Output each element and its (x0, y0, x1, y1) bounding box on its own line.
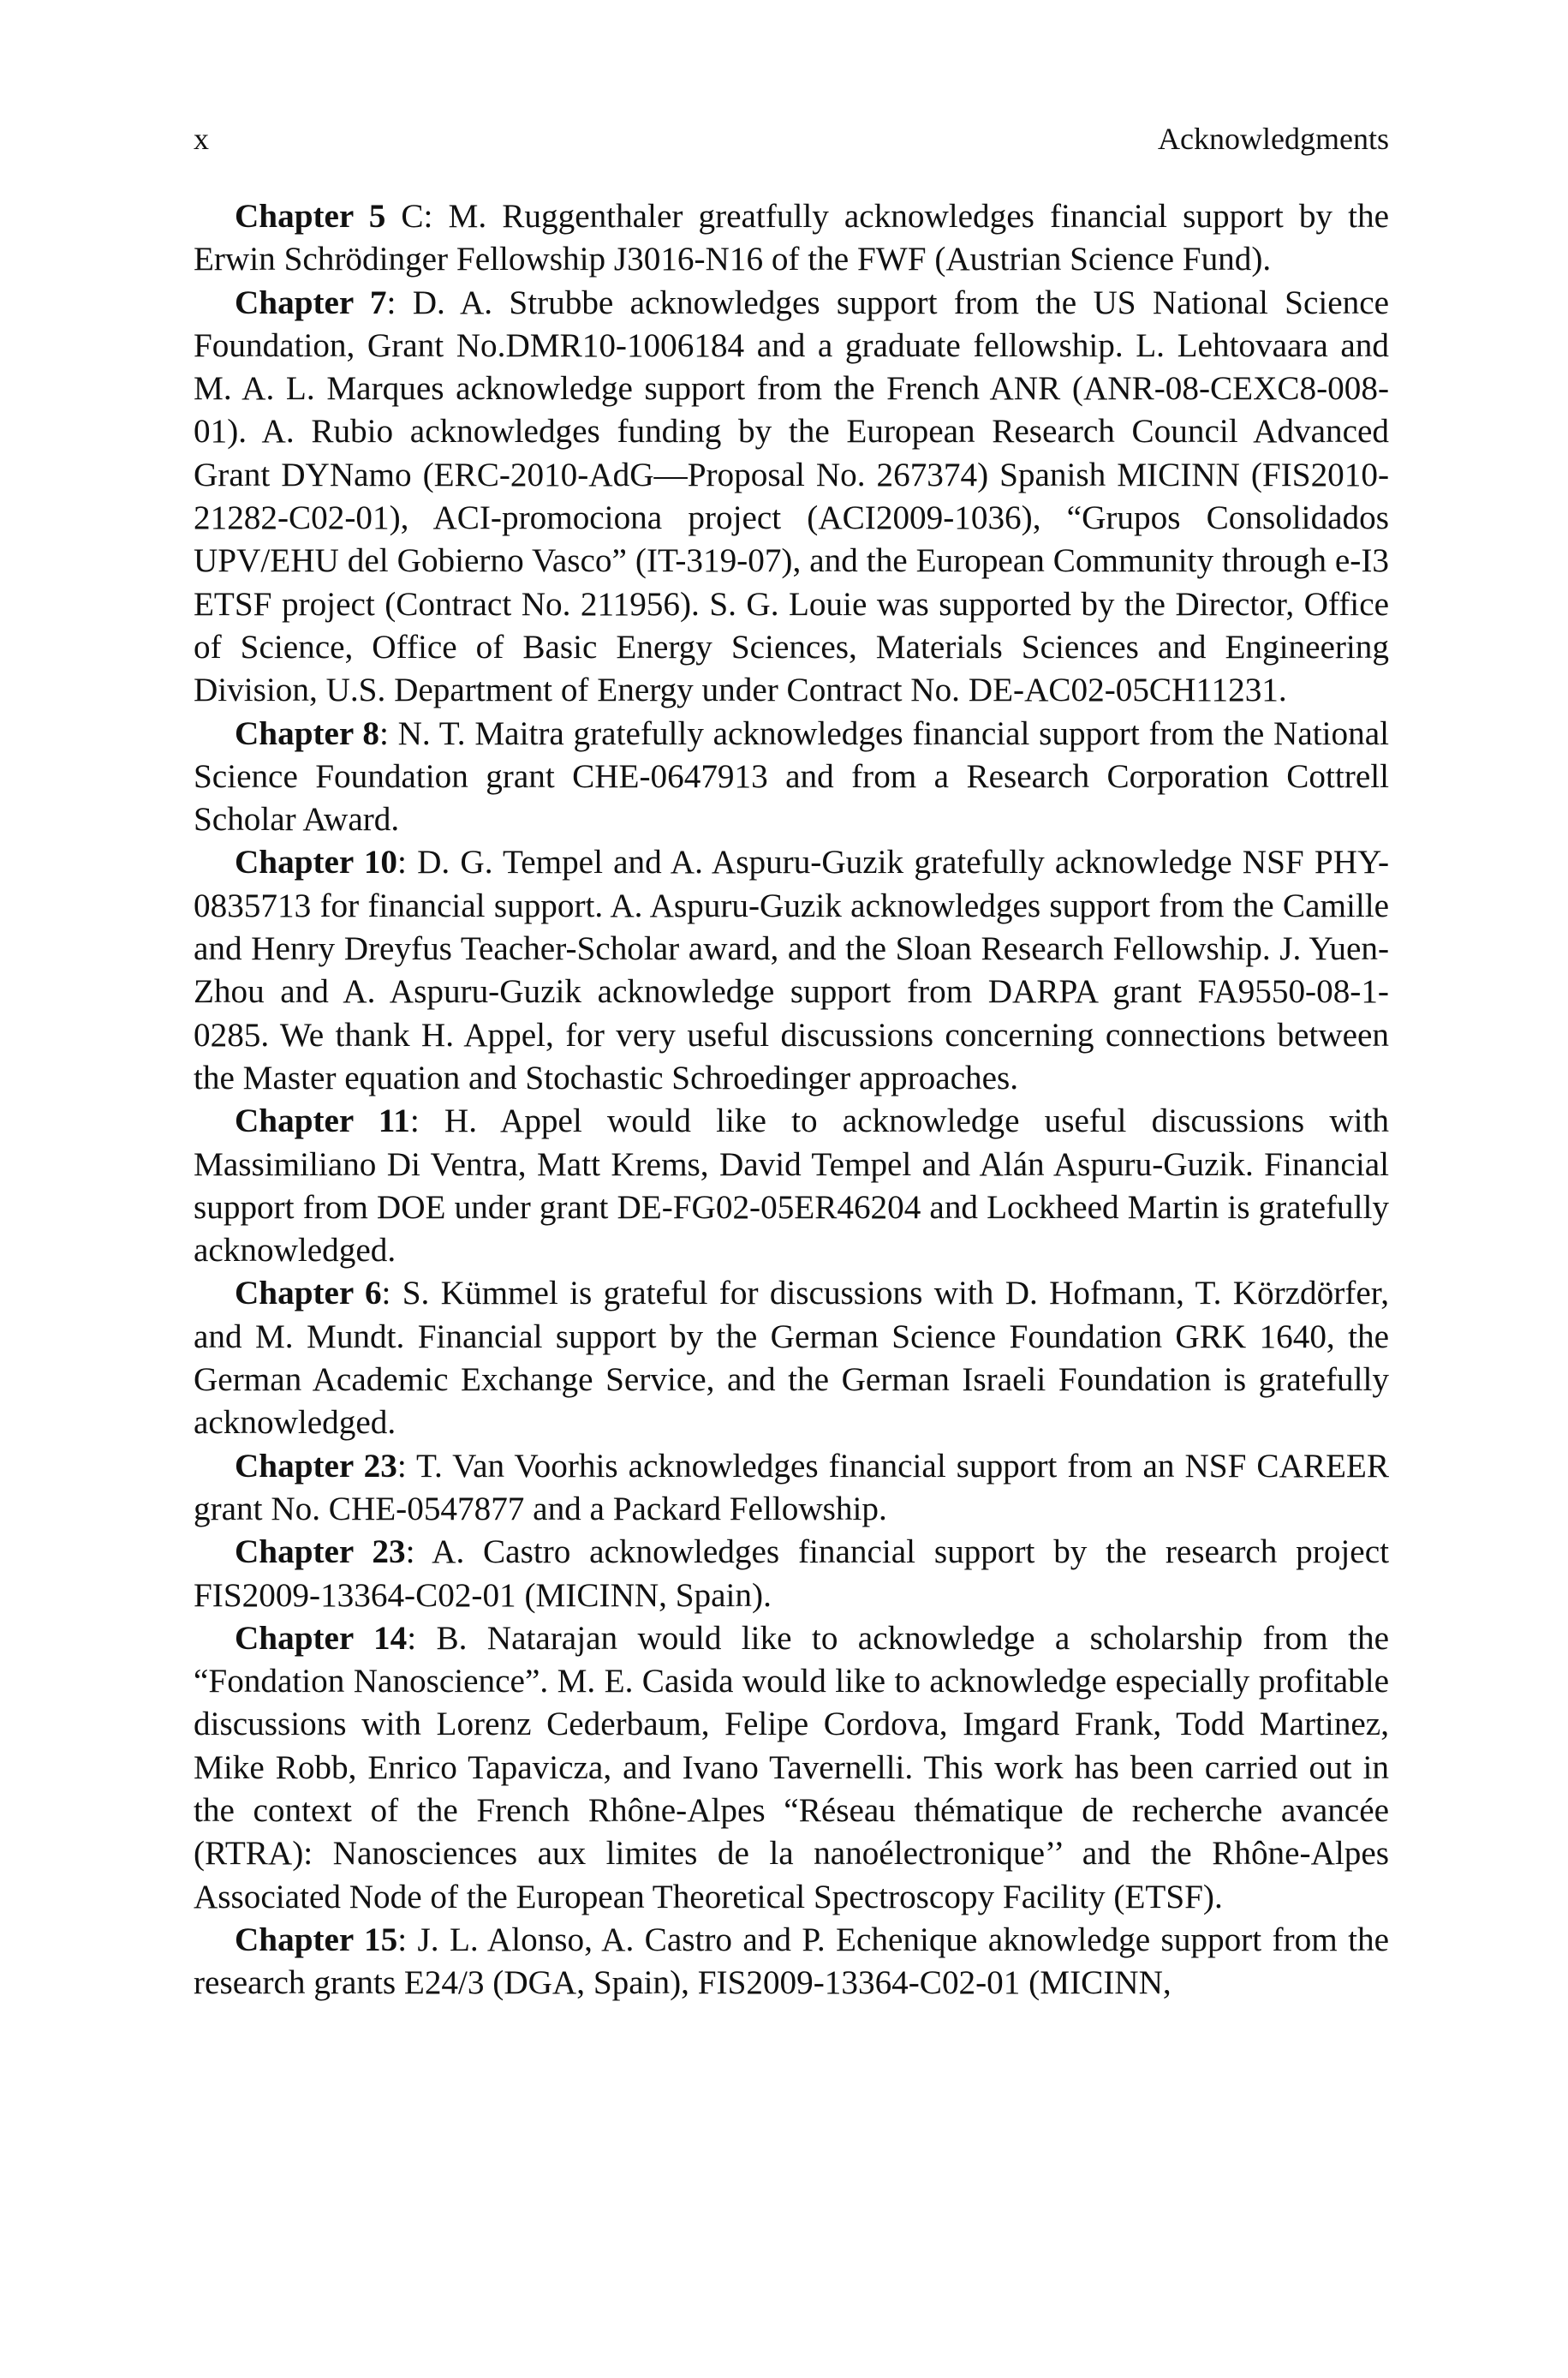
paragraph-chapter-5 (194, 195, 1389, 282)
paragraph-text: : T. Van Voorhis acknowledges financial support from an NSF CAREER grant No. CHE-0547877 and a Packard Fellowship. (194, 1447, 1389, 1527)
chapter-label: Chapter 7 (235, 284, 387, 321)
paragraph-text: : B. Natarajan would like to acknowledge a scholarship from the “Fondation Nanoscience”. M. E. Casida would like to acknowledge especially profitable discussions with Lorenz Cederbaum, Felipe Cordova, Imgard Frank, Todd Martinez, Mike Robb, Enrico Tapavicza, and Ivano Tavernelli. This work has been carried out in the context of the French Rhône-Alpes “Réseau thématique de recherche avancée (RTRA): Nanosciences aux limites de la nanoélectronique’’ and the Rhône-Alpes Associated Node of the European Theoretical Spectroscopy Facility (ETSF). (194, 1619, 1389, 1915)
paragraph-text: : A. Castro acknowledges financial support by the research project FIS2009-13364-C02-01 (MICINN, Spain). (194, 1533, 1389, 1614)
page (194, 120, 1389, 2005)
paragraph-chapter-15 (194, 1919, 1389, 2005)
running-title: Acknowledgments (1158, 122, 1389, 156)
paragraph-chapter-8 (194, 713, 1389, 842)
chapter-label: Chapter 8 (235, 714, 379, 752)
paragraph-chapter-23-castro (194, 1531, 1389, 1617)
acknowledgments-body (194, 195, 1389, 2005)
page-number: x (194, 122, 209, 156)
chapter-label: Chapter 23 (235, 1533, 406, 1571)
chapter-label: Chapter 5 (235, 198, 386, 235)
chapter-label: Chapter 10 (235, 844, 398, 881)
chapter-label: Chapter 23 (235, 1447, 397, 1485)
paragraph-text: : J. L. Alonso, A. Castro and P. Echenique aknowledge support from the research grants E24/3 (DGA, Spain), FIS2009-13364-C02-01 (MICINN, (194, 1921, 1389, 2002)
paragraph-chapter-14 (194, 1617, 1389, 1919)
paragraph-chapter-6 (194, 1272, 1389, 1444)
paragraph-text: : S. Kümmel is grateful for discussions with D. Hofmann, T. Körzdörfer, and M. Mundt. Financial support by the German Science Foundation GRK 1640, the German Academic Exchange Service, and the German Israeli Foundation is gratefully acknowledged. (194, 1275, 1389, 1442)
paragraph-chapter-11 (194, 1100, 1389, 1272)
chapter-label: Chapter 11 (235, 1102, 410, 1140)
paragraph-chapter-23-van-voorhis (194, 1445, 1389, 1532)
paragraph-text: C: M. Ruggenthaler greatfully acknowledges financial support by the Erwin Schrödinger Fellowship J3016-N16 of the FWF (Austrian Science Fund). (194, 198, 1389, 278)
paragraph-text: : H. Appel would like to acknowledge useful discussions with Massimiliano Di Ventra, Matt Krems, David Tempel and Alán Aspuru-Guzik. Financial support from DOE under grant DE-FG02-05ER46204 and Lockheed Martin is gratefully acknowledged. (194, 1102, 1390, 1270)
paragraph-chapter-7 (194, 282, 1389, 713)
chapter-label: Chapter 6 (235, 1275, 382, 1312)
chapter-label: Chapter 15 (235, 1921, 398, 1958)
paragraph-chapter-10 (194, 841, 1389, 1100)
paragraph-text: : D. G. Tempel and A. Aspuru-Guzik gratefully acknowledge NSF PHY-0835713 for financial support. A. Aspuru-Guzik acknowledges support from the Camille and Henry Dreyfus Teacher-Scholar award, and the Sloan Research Fellowship. J. Yuen-Zhou and A. Aspuru-Guzik acknowledge support from DARPA grant FA9550-08-1-0285. We thank H. Appel, for very useful discussions concerning connections between the Master equation and Stochastic Schroedinger approaches. (194, 844, 1389, 1096)
paragraph-text: : N. T. Maitra gratefully acknowledges financial support from the National Science Foundation grant CHE-0647913 and from a Research Corporation Cottrell Scholar Award. (194, 714, 1389, 839)
chapter-label: Chapter 14 (235, 1619, 408, 1657)
paragraph-text: : D. A. Strubbe acknowledges support from the US National Science Foundation, Grant No.DMR10-1006184 and a graduate fellowship. L. Lehtovaara and M. A. L. Marques acknowledge support from the French ANR (ANR-08-CEXC8-008-01). A. Rubio acknowledges funding by the European Research Council Advanced Grant DYNamo (ERC-2010-AdG—Proposal No. 267374) Spanish MICINN (FIS2010-21282-C02-01), ACI-promociona project (ACI2009-1036), “Grupos Consolidados UPV/EHU del Gobierno Vasco” (IT-319-07), and the European Community through e-I3 ETSF project (Contract No. 211956). S. G. Louie was supported by the Director, Office of Science, Office of Basic Energy Sciences, Materials Sciences and Engineering Division, U.S. Department of Energy under Contract No. DE-AC02-05CH11231. (194, 284, 1389, 709)
running-head (194, 120, 1389, 195)
